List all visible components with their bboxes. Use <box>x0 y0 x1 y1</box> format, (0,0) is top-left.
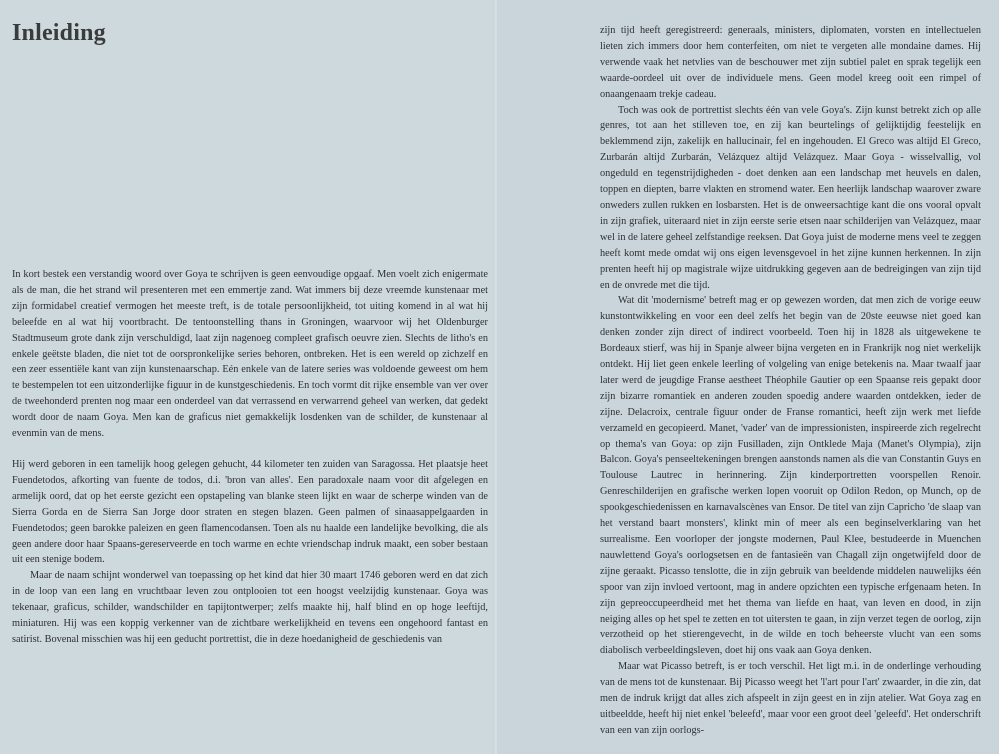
right-page <box>497 0 999 754</box>
paragraph: Wat dit 'modernisme' betreft mag er op gewezen worden, dat men zich de vorige eeuw kunstontwikkeling en voor een deel zelfs het begin van de 20ste eeuwse niet goed kan denken zonder zijn direct of indirect voorbeeld. Toen hij in 1828 als uitgewekene te Bordeaux stierf, was hij in Spanje alweer bijna vergeten en in Frankrijk nog niet werkelijk ontdekt. Hij liet geen enkele leerling of volgeling van enige betekenis na. Maar twaalf jaar later werd de jeugdige Franse aestheet Théophile Gautier op een Spaanse reis gepakt door zijn bizarre romantiek en anderen zouden spoedig andere waarden ontdekken, ieder de zijne. Delacroix, centrale figuur onder de Franse romantici, heeft zijn werk met liefde verzameld en gecopieerd. Manet, 'vader' van de impressionisten, inspireerde zich regelrecht op thema's van Goya: op zijn Fusilladen, zijn Ontklede Maja (Manet's Olympia), zijn Balcon. Goya's penseeltekeningen brengen aanstonds namen als die van Constantin Guys en Toulouse Lautrec in herinnering. Zijn kinderportretten voorspellen Renoir. Genreschilderijen en grafische werken lopen vooruit op Odilon Redon, op Munch, op de spookgeschiedenissen en karnavalscènes van Ensor. De titel van zijn Capricho 'de slaap van het verstand baart monsters', klinkt min of meer als een beginselverklaring van het surrealisme. Een voorloper der jongste modernen, Paul Klee, bestudeerde in Muenchen nauwlettend Goya's oorlogsetsen en de fantasieën van Chagall zijn ongetwijfeld door de zijne geraakt. Picasso tenslotte, die in zijn gebruik van beeldende middelen nauwelijks één spoor van zijn invloed vertoont, mag in andere opzichten een typische erfgenaam heten. In zijn gepreoccupeerdheid met het thema van liefde en haat, van leven en dood, in zijn neiging alles op het spel te zetten en tot uitersten te gaan, in zijn verzet tegen de oorlog, zijn verzotheid op het stierengevecht, in de wilde en toch beheerste vlucht van een soms diabolisch verbeeldingsleven, doet hij ons vaak aan Goya denken. <box>600 295 981 657</box>
paragraph: Maar wat Picasso betreft, is er toch verschil. Het ligt m.i. in de onderlinge verhouding van de mens tot de kunstenaar. Bij Picasso weegt het 'l'art pour l'art' zwaarder, in die zin, dat men de indruk krijgt dat alles zich afspeelt in zijn geest en in zijn atelier. Wat Goya zag en uitbeeldde, heeft hij niet enkel 'beleefd', maar voor een groot deel 'geleefd'. Het onderschrift van een van zijn oorlogs- <box>600 661 981 736</box>
paragraph: Toch was ook de portrettist slechts één van vele Goya's. Zijn kunst betrekt zich op alle genres, tot aan het stilleven toe, en zij kan beurtelings of gelijktijdig feestelijk en beklemmend zijn, zakelijk en hallucinair, fel en ingehouden. El Greco was altijd El Greco, Zurbarán altijd Zurbarán, Velázquez altijd Velázquez. Maar Goya - wisselvallig, vol ongeduld en tegenstrijdigheden - doet denken aan een landschap met heuvels en dalen, toppen en diepten, barre vlakten en stromend water. Een heerlijk landschap waarover zware onweders zullen rukken en losbarsten. Het is de onweersachtige kant die ons vooral opvalt in zijn grafiek, uiteraard niet in zijn eerste serie etsen naar schilderijen van Velázquez, maar wel in de latere geheel zelfstandige reeksen. Dat Goya juist de moderne mens veel te zeggen heeft komt mede omdat wij ons eigen levensgevoel in het zijne kunnen herkennen. In zijn prenten heeft hij op magistrale wijze uitdrukking gegeven aan de bedreigingen van zijn tijd en de onvrede met die tijd. <box>600 104 981 291</box>
paragraph: Maar de naam schijnt wonderwel van toepassing op het kind dat hier 30 maart 1746 geboren werd en dat zich in de loop van een lang en vruchtbaar leven zou ontplooien tot een hoogst veelzijdig kunstenaar. Goya was tekenaar, graficus, schilder, wandschilder en tapijtontwerper; zelfs maakte hij, half blind en op hoge leeftijd, miniaturen. Hij was een koppig verkenner van de zichtbare werkelijkheid en tevens een ongehoord fantast en satirist. Bovenal misschien was hij een geducht portrettist, die in deze hoedanigheid de geschiedenis van <box>12 570 488 645</box>
paragraph: In kort bestek een verstandig woord over Goya te schrijven is geen eenvoudige opgaaf. Men voelt zich enigermate als de man, die het strand wil presenteren met een emmertje zand. Wat immers bij deze vreemde kunstenaar met zijn formidabel creatief vermogen het meeste treft, is de totale persoonlijkheid, tot uiting komend in al wat hij beleefde en al wat hij voortbracht. De tentoonstelling thans in Groningen, waarvoor wij het Oldenburger Stadtmuseum grote dank zijn verschuldigd, laat zijn nagenoeg compleet grafisch oeuvre zien. Slechts de litho's en enkele geëtste bladen, die niet tot de oorspronkelijke series behoren, ontbreken. Het is een wereld op zichzelf en een zeer essentiële kant van zijn kunstenaarschap. Eén enkele van de latere series was voldoende geweest om hem te bestempelen tot een uitzonderlijke figuur in de kunstgeschiedenis. En toch vormt dit rijke ensemble van ver over de tweehonderd prenten nog maar een onderdeel van dat verrassend en verwarrend geheel van werken, dat gedekt wordt door de naam Goya. Men kan de graficus niet gemakkelijk losdenken van de schilder, de kunstenaar al evenmin van de mens. <box>12 269 488 440</box>
paragraph: zijn tijd heeft geregistreerd: generaals, ministers, diplomaten, vorsten en intellectuelen lieten zich immers door hem conterfeiten, om niet te vergeten alle mondaine dames. Hij verwende vaak het netvlies van de beschouwer met zijn subtiel palet en sprak tegelijk een waarde-oordeel uit over de individuele mens. Geen model kreeg ooit een rimpel of onaangenaam trekje cadeau. <box>600 25 981 100</box>
page-title: Inleiding <box>12 20 106 46</box>
paragraph: Hij werd geboren in een tamelijk hoog gelegen gehucht, 44 kilometer ten zuiden van Saragossa. Het plaatsje heet Fuendetodos, afkorting van fuente de todos, d.i. 'bron van alles'. Een paradoxale naam voor dit afgelegen en armelijk oord, dat op het eerste gezicht een opstapeling van blanke steen lijkt en waar de scherpe winden van de Sierra Gorda en de Sierra San Jorge door straten en stegen blazen. Geen palmen of sinaasappelgaarden in Fuendetodos; geen barokke paleizen en geen flamencodansen. Toen als nu haalde een landelijke bevolking, die als geen andere door haar Spaans-gereserveerde en toch warme en echte vriendschap indruk maakt, een sober bestaan uit een stenige bodem. <box>12 458 488 566</box>
left-page-body <box>12 267 488 648</box>
right-page-body <box>600 23 981 739</box>
left-page <box>0 0 496 754</box>
